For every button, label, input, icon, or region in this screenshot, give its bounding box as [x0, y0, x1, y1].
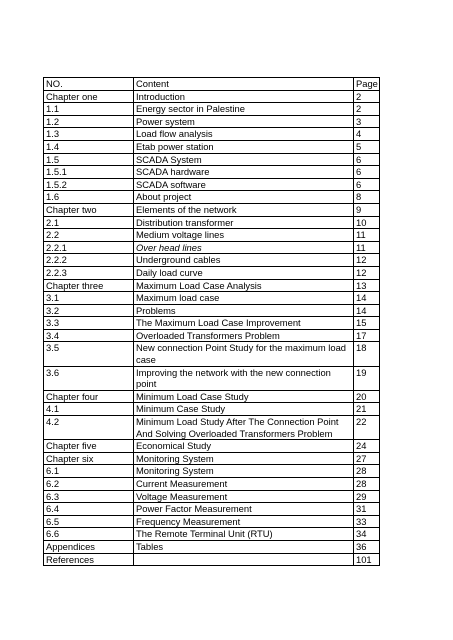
- toc-section-number: Chapter one: [44, 90, 134, 103]
- toc-section-title: New connection Point Study for the maximum load case: [134, 342, 354, 366]
- toc-section-number: 4.1: [44, 403, 134, 416]
- toc-page-number: 22: [354, 416, 380, 440]
- toc-page-number: 33: [354, 515, 380, 528]
- toc-section-number: 2.2.3: [44, 266, 134, 279]
- toc-section-number: Chapter six: [44, 452, 134, 465]
- toc-row: [44, 342, 380, 366]
- toc-section-number: References: [44, 553, 134, 566]
- toc-section-number: 1.2: [44, 115, 134, 128]
- toc-section-title: Frequency Measurement: [134, 515, 354, 528]
- toc-page-number: 17: [354, 329, 380, 342]
- toc-section-title: Maximum load case: [134, 292, 354, 305]
- toc-row: [44, 452, 380, 465]
- toc-row: [44, 178, 380, 191]
- toc-row: [44, 128, 380, 141]
- toc-section-title: SCADA hardware: [134, 166, 354, 179]
- toc-section-title: SCADA System: [134, 153, 354, 166]
- toc-page-number: 34: [354, 528, 380, 541]
- toc-section-number: 6.2: [44, 478, 134, 491]
- toc-section-title: Monitoring System: [134, 452, 354, 465]
- toc-row: [44, 503, 380, 516]
- toc-page-number: 28: [354, 465, 380, 478]
- toc-section-number: 1.5: [44, 153, 134, 166]
- toc-section-title: Over head lines: [134, 241, 354, 254]
- toc-page-number: 13: [354, 279, 380, 292]
- toc-section-number: 6.1: [44, 465, 134, 478]
- toc-section-title: Tables: [134, 540, 354, 553]
- toc-page-number: 12: [354, 266, 380, 279]
- table-of-contents: [43, 77, 380, 566]
- toc-section-title: Power system: [134, 115, 354, 128]
- toc-row: [44, 90, 380, 103]
- toc-row: [44, 540, 380, 553]
- toc-page-number: 18: [354, 342, 380, 366]
- toc-section-number: 1.3: [44, 128, 134, 141]
- toc-row: [44, 553, 380, 566]
- toc-row: [44, 166, 380, 179]
- toc-section-number: Chapter three: [44, 279, 134, 292]
- toc-section-number: Chapter four: [44, 390, 134, 403]
- toc-header-row: [44, 78, 380, 91]
- toc-page-number: 9: [354, 203, 380, 216]
- toc-page-number: 10: [354, 216, 380, 229]
- toc-row: [44, 292, 380, 305]
- toc-section-title: Medium voltage lines: [134, 229, 354, 242]
- toc-section-number: 3.5: [44, 342, 134, 366]
- toc-section-title: Overloaded Transformers Problem: [134, 329, 354, 342]
- toc-section-title: About project: [134, 191, 354, 204]
- toc-page-number: 101: [354, 553, 380, 566]
- toc-section-title: Underground cables: [134, 254, 354, 267]
- toc-row: [44, 390, 380, 403]
- toc-section-number: Appendices: [44, 540, 134, 553]
- toc-page-number: 31: [354, 503, 380, 516]
- toc-section-title: Voltage Measurement: [134, 490, 354, 503]
- toc-section-title: Current Measurement: [134, 478, 354, 491]
- toc-page-number: 20: [354, 390, 380, 403]
- header-page: Page: [354, 78, 380, 91]
- toc-section-number: 6.3: [44, 490, 134, 503]
- toc-section-title: Economical Study: [134, 440, 354, 453]
- toc-page-number: 6: [354, 153, 380, 166]
- toc-row: [44, 528, 380, 541]
- toc-section-number: 6.5: [44, 515, 134, 528]
- toc-row: [44, 216, 380, 229]
- toc-page-number: 5: [354, 140, 380, 153]
- toc-section-title: Distribution transformer: [134, 216, 354, 229]
- toc-page-number: 2: [354, 103, 380, 116]
- toc-page-number: 29: [354, 490, 380, 503]
- toc-section-number: 2.2.1: [44, 241, 134, 254]
- toc-section-number: 2.1: [44, 216, 134, 229]
- toc-page-number: 28: [354, 478, 380, 491]
- toc-section-title: [134, 553, 354, 566]
- toc-row: [44, 490, 380, 503]
- toc-section-number: 1.5.2: [44, 178, 134, 191]
- toc-section-title: Maximum Load Case Analysis: [134, 279, 354, 292]
- toc-row: [44, 304, 380, 317]
- toc-section-title: The Remote Terminal Unit (RTU): [134, 528, 354, 541]
- toc-section-title: Load flow analysis: [134, 128, 354, 141]
- toc-page-number: 14: [354, 292, 380, 305]
- toc-section-title: The Maximum Load Case Improvement: [134, 317, 354, 330]
- toc-section-title: Elements of the network: [134, 203, 354, 216]
- toc-body: [44, 78, 380, 566]
- toc-page-number: 2: [354, 90, 380, 103]
- toc-page-number: 15: [354, 317, 380, 330]
- toc-section-number: 6.4: [44, 503, 134, 516]
- toc-row: [44, 440, 380, 453]
- toc-page-number: 36: [354, 540, 380, 553]
- toc-section-title: Daily load curve: [134, 266, 354, 279]
- toc-section-title: Improving the network with the new connection point: [134, 366, 354, 390]
- toc-page-number: 6: [354, 166, 380, 179]
- toc-page-number: 6: [354, 178, 380, 191]
- toc-section-title: Minimum Load Study After The Connection Point And Solving Overloaded Transformers Problem: [134, 416, 354, 440]
- toc-section-title: Monitoring System: [134, 465, 354, 478]
- toc-page-number: 11: [354, 241, 380, 254]
- toc-section-title: Minimum Case Study: [134, 403, 354, 416]
- toc-row: [44, 254, 380, 267]
- toc-section-number: 1.5.1: [44, 166, 134, 179]
- toc-row: [44, 478, 380, 491]
- toc-row: [44, 317, 380, 330]
- toc-row: [44, 465, 380, 478]
- toc-row: [44, 515, 380, 528]
- toc-row: [44, 279, 380, 292]
- toc-section-number: 1.4: [44, 140, 134, 153]
- toc-section-number: 3.3: [44, 317, 134, 330]
- toc-page-number: 19: [354, 366, 380, 390]
- toc-section-number: 3.1: [44, 292, 134, 305]
- toc-page-number: 12: [354, 254, 380, 267]
- toc-section-title: Minimum Load Case Study: [134, 390, 354, 403]
- toc-row: [44, 203, 380, 216]
- toc-page-number: 27: [354, 452, 380, 465]
- toc-row: [44, 329, 380, 342]
- header-content: Content: [134, 78, 354, 91]
- toc-section-number: 4.2: [44, 416, 134, 440]
- toc-section-number: 3.2: [44, 304, 134, 317]
- toc-row: [44, 416, 380, 440]
- toc-page-number: 14: [354, 304, 380, 317]
- toc-section-title: Energy sector in Palestine: [134, 103, 354, 116]
- toc-section-number: 2.2.2: [44, 254, 134, 267]
- toc-row: [44, 153, 380, 166]
- header-no: NO.: [44, 78, 134, 91]
- toc-section-title: Power Factor Measurement: [134, 503, 354, 516]
- toc-section-number: 2.2: [44, 229, 134, 242]
- toc-row: [44, 241, 380, 254]
- toc-row: [44, 366, 380, 390]
- toc-row: [44, 103, 380, 116]
- toc-section-number: Chapter five: [44, 440, 134, 453]
- toc-section-number: 1.1: [44, 103, 134, 116]
- toc-section-number: 3.4: [44, 329, 134, 342]
- toc-page-number: 4: [354, 128, 380, 141]
- toc-page-number: 3: [354, 115, 380, 128]
- toc-row: [44, 115, 380, 128]
- toc-row: [44, 140, 380, 153]
- toc-page-number: 21: [354, 403, 380, 416]
- toc-section-title: Introduction: [134, 90, 354, 103]
- toc-section-title: Problems: [134, 304, 354, 317]
- toc-section-number: Chapter two: [44, 203, 134, 216]
- toc-page-number: 11: [354, 229, 380, 242]
- toc-row: [44, 191, 380, 204]
- toc-section-title: SCADA software: [134, 178, 354, 191]
- toc-section-number: 6.6: [44, 528, 134, 541]
- toc-page-number: 24: [354, 440, 380, 453]
- toc-section-number: 3.6: [44, 366, 134, 390]
- toc-row: [44, 266, 380, 279]
- toc-page-number: 8: [354, 191, 380, 204]
- toc-row: [44, 403, 380, 416]
- toc-row: [44, 229, 380, 242]
- toc-section-number: 1.6: [44, 191, 134, 204]
- toc-section-title: Etab power station: [134, 140, 354, 153]
